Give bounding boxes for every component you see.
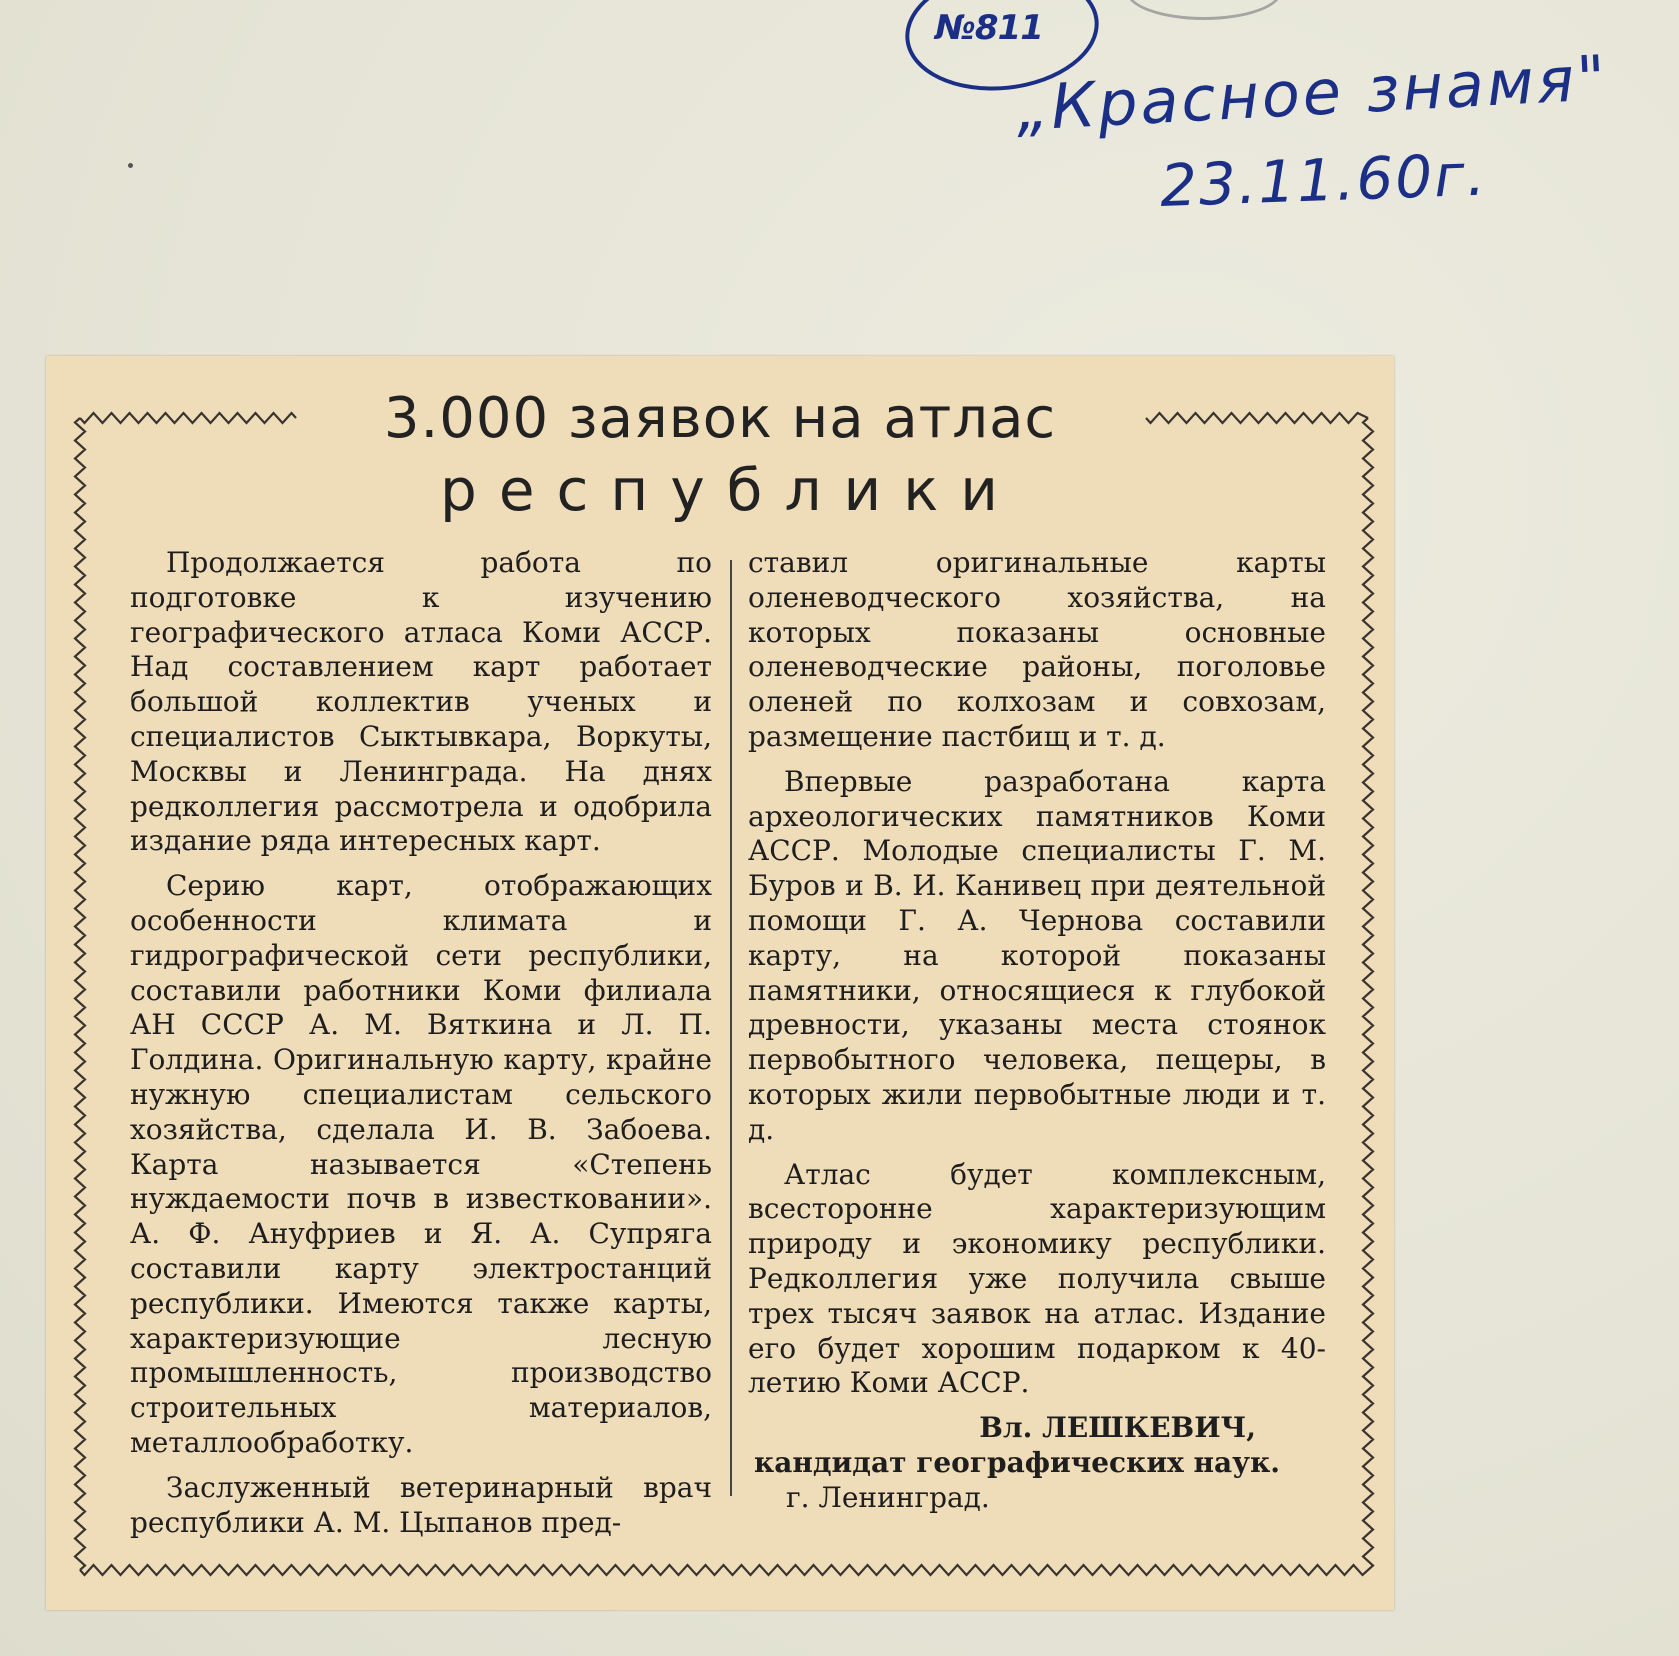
stamp-number: №811: [935, 8, 1043, 48]
author-title: кандидат географических наук.: [754, 1445, 1281, 1479]
author-name: Вл. ЛЕШКЕВИЧ,: [979, 1411, 1256, 1445]
paragraph: ставил оригинальные карты оленеводческого хозяйства, на которых показаны основные оленеводческие районы, поголовье оленей по колхозам и совхозам, размещение пастбищ и т. д.: [748, 546, 1326, 753]
paragraph: Серию карт, отображающих особенности климата и гидрографической сети республики, составили работники Коми филиала АН СССР А. М. Вяткина и Л. П. Голдина. Оригинальную карту, крайне нужную специалистам сельского хозяйства, сделала И. В. Забоева. Карта называется «Степень нуждаемости почв в известковании». А. Ф. Ануфриев и Я. А. Супряга составили карту электростанций республики. Имеются также карты, характеризующие лесную промышленность, производство строительных материалов, металлообработку.: [130, 869, 712, 1459]
article-column-right: [748, 546, 1326, 1516]
paragraph: Продолжается работа по подготовке к изучению географического атласа Коми АССР. Над составлением карт работает большой коллектив ученых и специалистов Сыктывкара, Воркуты, Москвы и Ленинграда. На днях редколлегия рассмотрела и одобрила издание ряда интересных карт.: [130, 546, 712, 858]
paragraph: Заслуженный ветеринарный врач республики А. М. Цыпанов пред-: [130, 1470, 712, 1539]
handwritten-newspaper-name: „Красное знамя": [1014, 41, 1611, 145]
border-segment: [1363, 418, 1373, 1570]
author-city: г. Ленинград.: [786, 1480, 990, 1514]
column-divider: [730, 560, 732, 1496]
archive-stamp-faded: [1126, 0, 1282, 20]
handwritten-date: 23.11.60г.: [1158, 140, 1489, 220]
paragraph: Атлас будет комплексным, всесторонне характеризующим природу и экономику республики. Редколлегия уже получила свыше трех тысяч заявок на атлас. Издание его будет хорошим подарком к 40-летию Коми АССР.: [748, 1157, 1326, 1400]
headline: 3.000 заявок на атлас: [383, 386, 1057, 451]
border-segment: [80, 1565, 1368, 1575]
paragraph: Впервые разработана карта археологических памятников Коми АССР. Молодые специалисты Г. М. Буров и В. И. Канивец при деятельной помощи Г. А. Чернова составили карту, на которой показаны памятники, относящиеся к глубокой древности, указаны места стоянок первобытного человека, пещеры, в которых жили первобытные люди и т. д.: [748, 764, 1326, 1146]
headline-second-line: республики: [440, 456, 1020, 524]
paper-speck: [128, 163, 133, 168]
newspaper-clipping: [46, 356, 1394, 1610]
border-segment: [75, 418, 85, 1570]
article-column-left: [130, 546, 712, 1550]
